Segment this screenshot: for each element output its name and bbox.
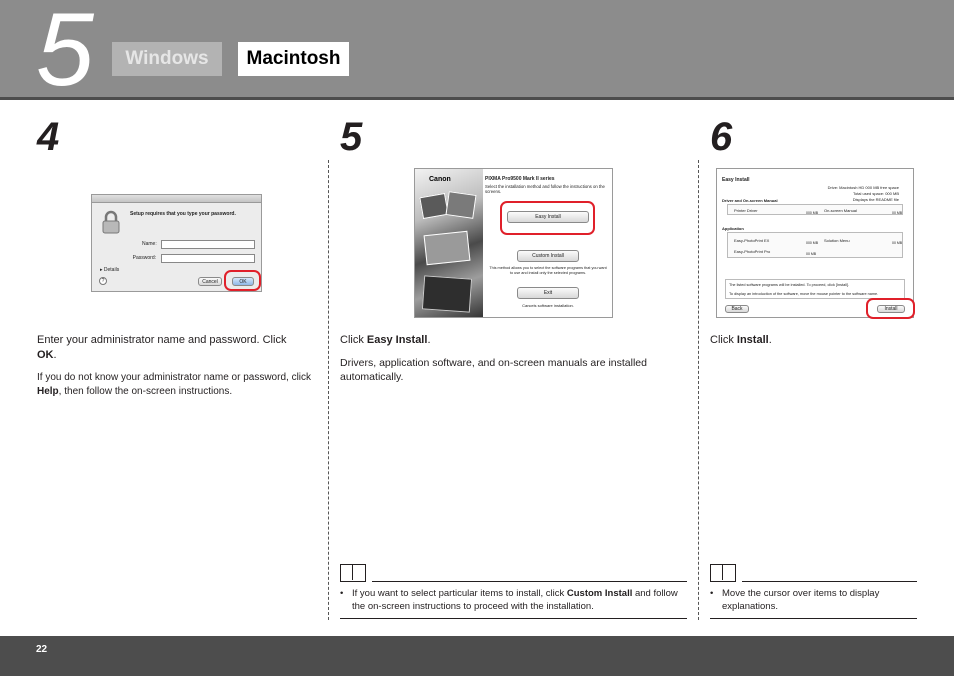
- total-space: Total used space: 000 MB: [852, 191, 899, 196]
- info-panel: The listed software programs will be installed. To proceed, click [Install]. To display an introduction of the software, move the mouse pointer to the software name.: [725, 279, 905, 299]
- column-divider: [328, 160, 329, 620]
- step5-detail: Drivers, application software, and on-screen manuals are installed automatically.: [340, 357, 647, 383]
- lock-icon: [98, 209, 124, 235]
- step6-note: • Move the cursor over items to display explanations.: [710, 588, 880, 612]
- application-list: Easy-PhotoPrint EX 000 MB Solution Menu 00 MB Easy-PhotoPrint Pro 00 MB: [727, 232, 903, 258]
- name-field[interactable]: [161, 240, 255, 249]
- page-footer: [0, 636, 954, 676]
- password-field[interactable]: [161, 254, 255, 263]
- easy-install-title: Easy Install: [722, 177, 750, 183]
- exit-desc: Cancels software installation.: [522, 303, 574, 308]
- step4-hint: If you do not know your administrator name or password, click Help, then follow the on-screen instructions.: [37, 372, 312, 397]
- step-number-4: 4: [37, 115, 60, 159]
- easy-install-screenshot: [716, 168, 914, 318]
- easy-install-button[interactable]: Easy Install: [507, 211, 589, 223]
- page-number: 22: [36, 644, 48, 655]
- dialog-message: Setup requires that you type your password.: [130, 211, 236, 217]
- column-divider: [698, 160, 699, 620]
- install-button[interactable]: Install: [877, 305, 905, 313]
- ok-highlight: [224, 270, 261, 291]
- note-rule: [710, 618, 917, 619]
- dialog-titlebar: [92, 195, 262, 203]
- cancel-button[interactable]: Cancel: [198, 277, 222, 286]
- header-divider: [0, 97, 954, 100]
- details-disclosure[interactable]: ▸ Details: [100, 267, 120, 273]
- custom-install-button[interactable]: Custom Install: [517, 250, 579, 262]
- step-number-5: 5: [340, 115, 363, 159]
- product-name: PIXMA Pro9500 Mark II series: [485, 176, 555, 182]
- help-button[interactable]: ?: [99, 277, 107, 285]
- item-manual[interactable]: On-screen Manual: [824, 208, 857, 213]
- item-easy-photoprint-pro[interactable]: Easy-PhotoPrint Pro: [734, 249, 771, 254]
- step6-instruction: Click Install.: [710, 334, 772, 346]
- step-number-6: 6: [710, 115, 733, 159]
- back-button[interactable]: Back: [725, 305, 749, 313]
- section-number: 5: [36, 0, 94, 108]
- install-highlight: [866, 298, 915, 319]
- easy-install-highlight: [500, 201, 595, 235]
- name-label: Name:: [142, 241, 157, 247]
- password-label: Password:: [132, 255, 156, 261]
- item-printer-driver[interactable]: Printer Driver: [734, 208, 758, 213]
- canon-logo: Canon: [429, 176, 451, 183]
- tab-windows[interactable]: Windows: [112, 42, 222, 76]
- readme-link[interactable]: Displays the README file: [852, 197, 899, 202]
- custom-install-desc: This method allows you to select the software programs that you want to use and install only the selected programs.: [489, 266, 607, 275]
- install-method-screenshot: [414, 168, 613, 318]
- exit-button[interactable]: Exit: [517, 287, 579, 299]
- install-instruction: Select the installation method and follow the instructions on the screens.: [485, 184, 605, 194]
- section-drivers: Driver and On-screen Manual: [722, 198, 778, 203]
- item-easy-photoprint-ex[interactable]: Easy-PhotoPrint EX: [734, 238, 770, 243]
- ok-button[interactable]: OK: [232, 277, 254, 286]
- note-rule: [742, 581, 917, 582]
- photo-collage: [415, 169, 483, 318]
- item-solution-menu[interactable]: Solution Menu: [824, 238, 850, 243]
- note-icon: [340, 564, 366, 582]
- driver-list: Printer Driver 000 MB On-screen Manual 00 MB: [727, 204, 903, 215]
- section-application: Application: [722, 226, 744, 231]
- step5-note: • If you want to select particular items to install, click Custom Install and follow the on-screen instructions to proceed with the installation.: [340, 588, 678, 612]
- drive-info: Drive: Macintosh HD 000 MB free space: [827, 185, 899, 190]
- note-rule: [340, 618, 687, 619]
- step5-instruction: Click Easy Install.: [340, 334, 431, 346]
- note-rule: [372, 581, 687, 582]
- tab-macintosh[interactable]: Macintosh: [238, 42, 349, 76]
- note-icon: [710, 564, 736, 582]
- step4-instruction: Enter your administrator name and password. Click OK.: [37, 334, 287, 361]
